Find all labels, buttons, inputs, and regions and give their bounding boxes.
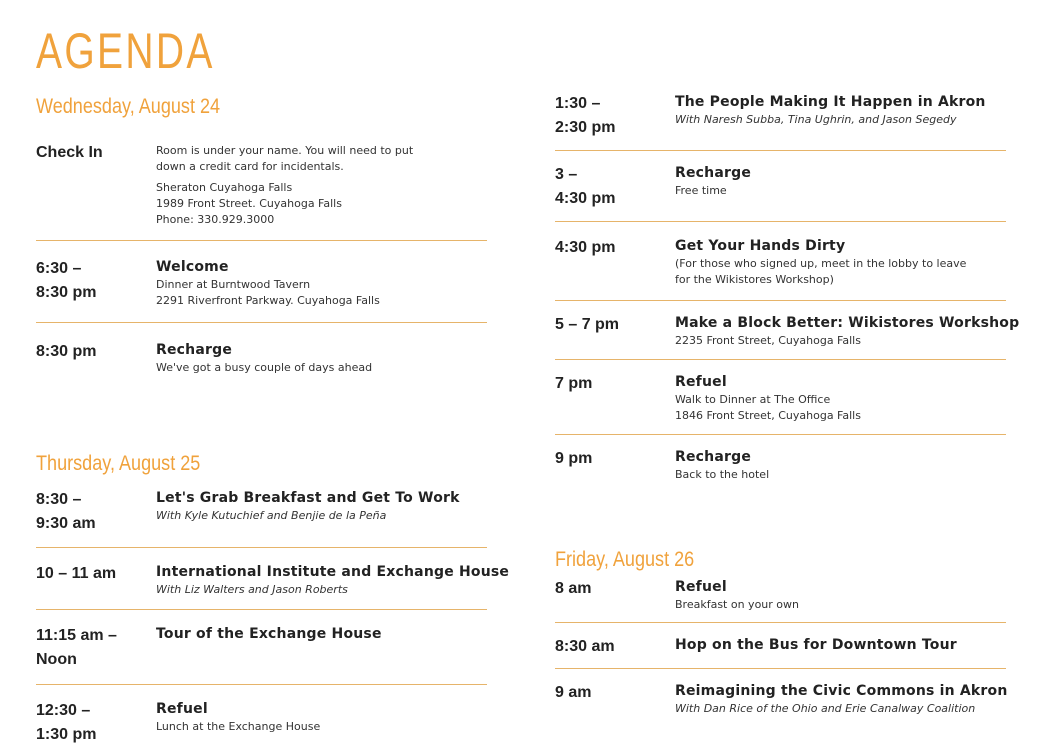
item-title: Welcome bbox=[156, 259, 229, 275]
agenda-item bbox=[36, 610, 487, 685]
agenda-section bbox=[36, 92, 487, 403]
item-content bbox=[675, 236, 1006, 288]
item-title: Recharge bbox=[675, 165, 752, 181]
item-title: Tour of the Exchange House bbox=[156, 626, 382, 642]
item-content bbox=[156, 699, 487, 746]
item-title: Recharge bbox=[156, 342, 233, 358]
right-column bbox=[555, 92, 1020, 717]
agenda-item bbox=[555, 360, 1006, 435]
item-content bbox=[675, 681, 1008, 717]
item-content bbox=[675, 447, 1006, 483]
day-heading: Wednesday, August 24 bbox=[36, 95, 221, 118]
item-time: 8:30 – 9:30 am bbox=[36, 491, 96, 532]
item-title: The People Making It Happen in Akron bbox=[675, 94, 986, 110]
item-content bbox=[675, 577, 1006, 613]
item-time: 4:30 pm bbox=[555, 239, 616, 256]
item-content bbox=[156, 624, 487, 672]
agenda-item bbox=[555, 222, 1006, 301]
item-title: Hop on the Bus for Downtown Tour bbox=[675, 637, 957, 653]
agenda-item bbox=[36, 323, 487, 403]
item-time: 5 – 7 pm bbox=[555, 316, 620, 333]
agenda-item bbox=[555, 623, 1006, 669]
item-detail: Walk to Dinner at The Office 1846 Front Street, Cuyahoga Falls bbox=[675, 393, 861, 422]
item-detail: Breakfast on your own bbox=[675, 598, 799, 611]
item-detail: Back to the hotel bbox=[675, 468, 770, 481]
item-content bbox=[675, 313, 1019, 349]
item-detail: We've got a busy couple of days ahead bbox=[156, 361, 373, 374]
item-time: 10 – 11 am bbox=[36, 565, 117, 582]
agenda-item bbox=[555, 575, 1006, 623]
agenda-item bbox=[555, 669, 1006, 717]
agenda-section bbox=[555, 545, 1006, 717]
item-content bbox=[156, 488, 487, 536]
agenda-item bbox=[555, 151, 1006, 222]
agenda-item bbox=[36, 685, 487, 746]
agenda-item bbox=[36, 479, 487, 548]
item-detail: (For those who signed up, meet in the lobby to leave for the Wikistores Workshop) bbox=[675, 257, 967, 286]
item-content bbox=[675, 163, 1006, 211]
item-time: 11:15 am – Noon bbox=[36, 627, 117, 668]
item-title: Let's Grab Breakfast and Get To Work bbox=[156, 490, 460, 506]
item-content bbox=[675, 92, 1006, 140]
item-title: Get Your Hands Dirty bbox=[675, 238, 846, 254]
agenda-item bbox=[555, 92, 1006, 151]
item-content bbox=[156, 340, 487, 376]
item-time: Check In bbox=[36, 144, 103, 161]
item-title: Refuel bbox=[675, 374, 727, 390]
agenda-item bbox=[36, 122, 487, 241]
item-title: Recharge bbox=[675, 449, 752, 465]
day-heading: Friday, August 26 bbox=[555, 548, 695, 571]
agenda-item bbox=[36, 241, 487, 323]
item-time: 9 am bbox=[555, 684, 592, 701]
agenda-section bbox=[36, 449, 510, 746]
item-detail: With Liz Walters and Jason Roberts bbox=[156, 583, 348, 596]
item-content bbox=[156, 562, 509, 598]
item-title: International Institute and Exchange House bbox=[156, 564, 510, 580]
item-content bbox=[156, 141, 487, 228]
item-time: 3 – 4:30 pm bbox=[555, 166, 616, 207]
item-time: 12:30 – 1:30 pm bbox=[36, 702, 97, 743]
agenda-item bbox=[555, 301, 1020, 360]
item-time: 6:30 – 8:30 pm bbox=[36, 260, 97, 301]
item-content bbox=[675, 635, 1006, 659]
item-detail: Lunch at the Exchange House bbox=[156, 720, 321, 733]
item-detail: 2235 Front Street, Cuyahoga Falls bbox=[675, 334, 861, 347]
agenda-section bbox=[555, 92, 1020, 499]
item-title: Reimagining the Civic Commons in Akron bbox=[675, 683, 1008, 699]
item-time: 8 am bbox=[555, 580, 592, 597]
item-title: Refuel bbox=[675, 579, 727, 595]
item-detail: Dinner at Burntwood Tavern 2291 Riverfront Parkway. Cuyahoga Falls bbox=[156, 278, 380, 307]
item-detail: With Kyle Kutuchief and Benjie de la Peña bbox=[156, 509, 387, 522]
item-content bbox=[675, 372, 1006, 424]
agenda-item bbox=[555, 435, 1006, 499]
item-time: 8:30 pm bbox=[36, 343, 97, 360]
item-title: Refuel bbox=[156, 701, 208, 717]
item-detail: Sheraton Cuyahoga Falls 1989 Front Street. Cuyahoga Falls Phone: 330.929.3000 bbox=[156, 181, 342, 226]
item-detail: Free time bbox=[675, 184, 727, 197]
item-title: Make a Block Better: Wikistores Workshop bbox=[675, 315, 1020, 331]
day-heading: Thursday, August 25 bbox=[36, 452, 201, 475]
page-title: AGENDA bbox=[36, 23, 215, 79]
left-column bbox=[36, 92, 510, 746]
item-time: 7 pm bbox=[555, 375, 593, 392]
item-time: 1:30 – 2:30 pm bbox=[555, 95, 616, 136]
item-time: 9 pm bbox=[555, 450, 593, 467]
item-detail: With Dan Rice of the Ohio and Erie Canalway Coalition bbox=[675, 702, 976, 715]
item-detail: With Naresh Subba, Tina Ughrin, and Jason Segedy bbox=[675, 113, 957, 126]
item-time: 8:30 am bbox=[555, 638, 615, 655]
item-content bbox=[156, 257, 487, 309]
agenda-item bbox=[36, 548, 510, 610]
item-detail: Room is under your name. You will need to put down a credit card for incidentals. bbox=[156, 144, 414, 173]
